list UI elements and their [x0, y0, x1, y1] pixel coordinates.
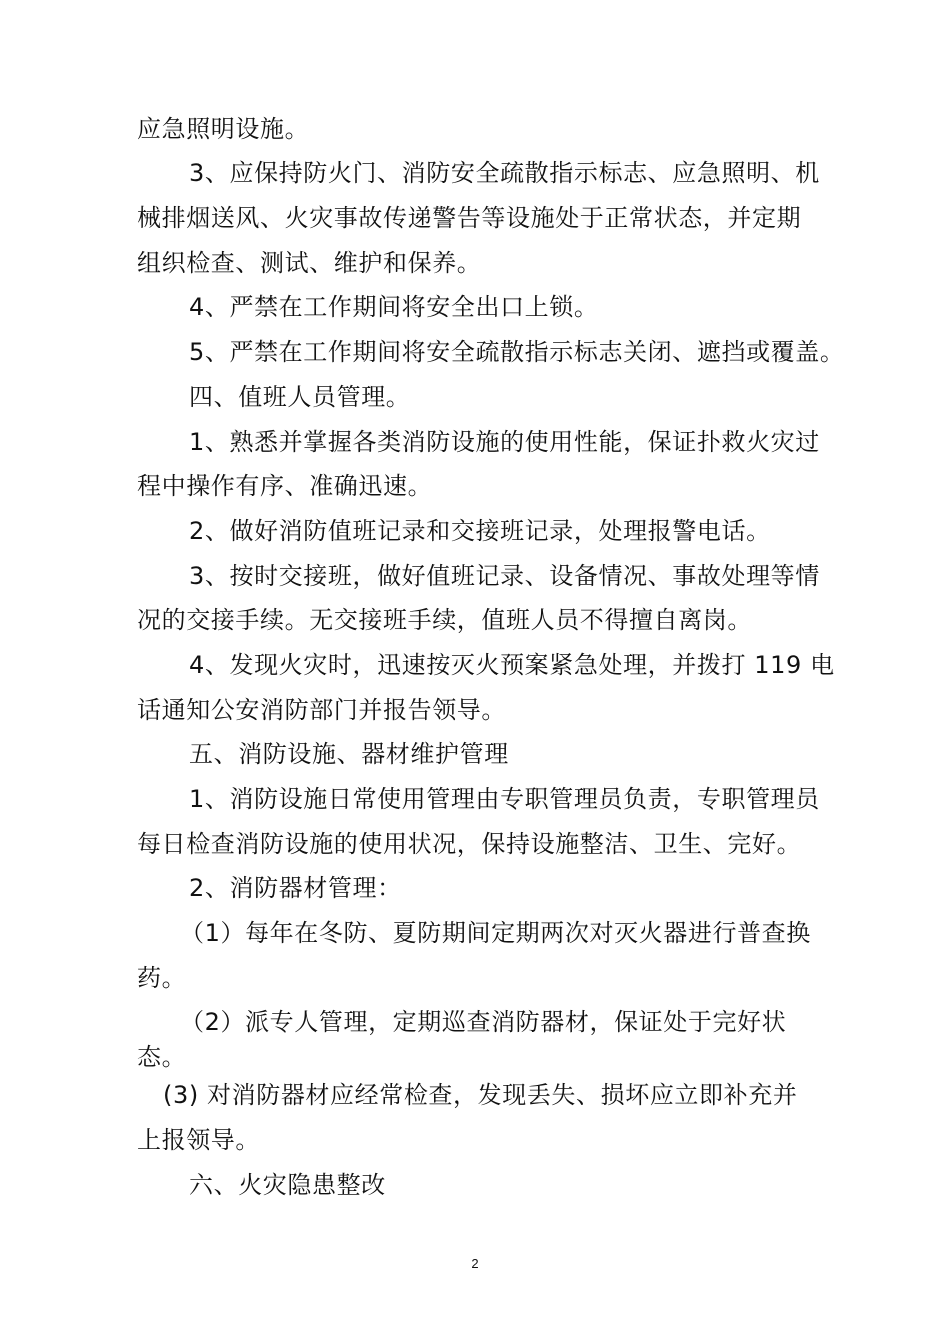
text-line: (3) 对消防器材应经常检查，发现丢失、损坏应立即补充并 [163, 1081, 798, 1109]
text-line: 5、严禁在工作期间将安全疏散指示标志关闭、遮挡或覆盖。 [189, 338, 845, 366]
page-number: 2 [471, 1256, 479, 1271]
text-line: 每日检查消防设施的使用状况，保持设施整洁、卫生、完好。 [137, 830, 802, 858]
text-line: 1、熟悉并掌握各类消防设施的使用性能，保证扑救火灾过 [189, 428, 820, 456]
section-heading: 六、火灾隐患整改 [189, 1171, 386, 1199]
text-line: 械排烟送风、火灾事故传递警告等设施处于正常状态，并定期 [137, 204, 802, 232]
section-heading: 四、值班人员管理。 [189, 383, 411, 411]
text-line: 话通知公安消防部门并报告领导。 [137, 696, 506, 724]
text-line: 态。 [137, 1043, 187, 1071]
text-line: 药。 [137, 964, 187, 992]
text-line: 4、严禁在工作期间将安全出口上锁。 [189, 293, 599, 321]
text-line: 3、按时交接班，做好值班记录、设备情况、事故处理等情 [189, 562, 820, 590]
text-line: 程中操作有序、准确迅速。 [137, 472, 433, 500]
text-line: （2）派专人管理，定期巡查消防器材，保证处于完好状 [180, 1008, 787, 1036]
text-line: （1）每年在冬防、夏防期间定期两次对灭火器进行普查换 [180, 919, 811, 947]
text-line: 2、消防器材管理： [189, 874, 402, 902]
text-line: 应急照明设施。 [137, 115, 310, 143]
text-line: 上报领导。 [137, 1126, 260, 1154]
text-line: 1、消防设施日常使用管理由专职管理员负责，专职管理员 [189, 785, 820, 813]
text-line: 组织检查、测试、维护和保养。 [137, 249, 482, 277]
section-heading: 五、消防设施、器材维护管理 [189, 740, 509, 768]
text-line: 况的交接手续。无交接班手续，值班人员不得擅自离岗。 [137, 606, 752, 634]
text-line: 2、做好消防值班记录和交接班记录，处理报警电话。 [189, 517, 771, 545]
text-line: 4、发现火灾时，迅速按灭火预案紧急处理，并拨打 119 电 [189, 651, 835, 679]
text-line: 3、应保持防火门、消防安全疏散指示标志、应急照明、机 [189, 159, 820, 187]
